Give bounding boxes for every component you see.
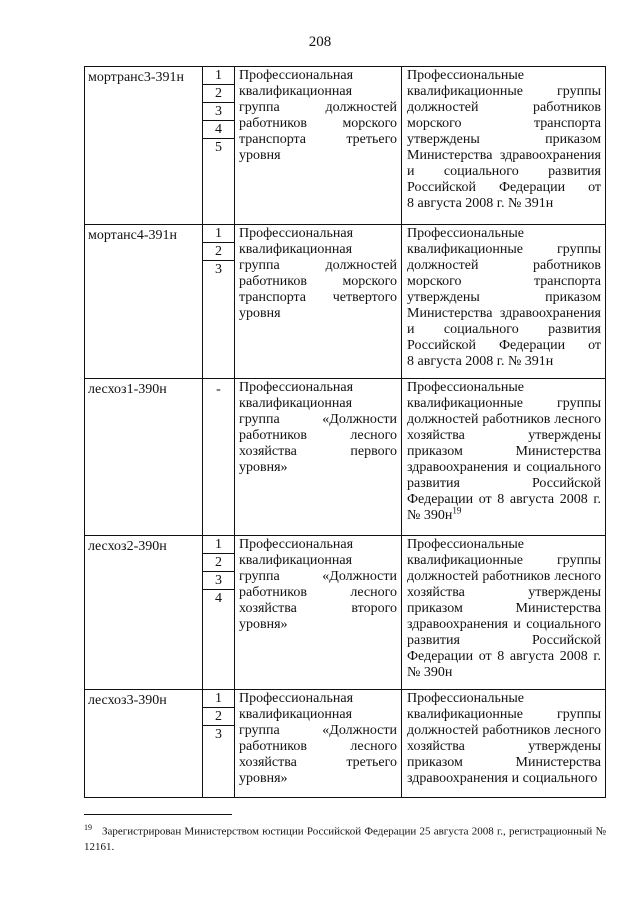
legal-basis-line: морского транспорта <box>407 116 601 131</box>
legal-basis-line: Российской Федерации от <box>407 338 601 353</box>
qualification-level: 4 <box>203 121 234 139</box>
qualification-level: 3 <box>203 572 234 590</box>
footnote-ref: 19 <box>452 505 462 516</box>
legal-basis <box>402 379 606 536</box>
group-name-line: уровня <box>239 306 281 321</box>
legal-basis-line: квалификационные группы <box>407 396 601 411</box>
legal-basis-line: развития Российской <box>407 633 601 648</box>
legal-basis-line: развития Российской <box>407 476 601 491</box>
table-row <box>85 67 606 225</box>
legal-basis <box>402 690 606 798</box>
legal-basis-line: утверждены приказом <box>407 132 601 147</box>
legal-basis-line: приказом Министерства <box>407 444 601 459</box>
legal-basis-line: Министерства здравоохранения <box>407 148 601 163</box>
qualification-level: 4 <box>215 591 222 606</box>
legal-basis-line: квалификационные группы <box>407 242 601 257</box>
qualification-level: 2 <box>203 708 234 726</box>
legal-basis-line: хозяйства утверждены <box>407 428 601 443</box>
qualification-level: 2 <box>203 554 234 572</box>
table-row <box>85 690 606 798</box>
qualification-level: 2 <box>203 85 234 103</box>
legal-basis-line: Профессиональные <box>407 380 524 395</box>
table-row <box>85 379 606 536</box>
group-name-line: уровня» <box>239 617 288 632</box>
group-name <box>235 67 402 225</box>
level-cell <box>203 690 235 798</box>
legal-basis-line: здравоохранения и социального <box>407 771 598 786</box>
group-name-line: уровня» <box>239 460 288 475</box>
group-name-line: хозяйства первого <box>239 444 397 459</box>
legal-basis <box>402 536 606 690</box>
legal-basis-line: Федерации от 8 августа 2008 г. <box>407 492 601 507</box>
legal-basis-line: и социального развития <box>407 164 601 179</box>
group-name-line: транспорта третьего <box>239 132 397 147</box>
group-name-line: уровня» <box>239 771 288 786</box>
legal-basis-line: морского транспорта <box>407 274 601 289</box>
group-name-line: Профессиональная <box>239 226 354 241</box>
legal-basis-line: должностей работников <box>407 258 601 273</box>
legal-basis-line: Профессиональные <box>407 226 524 241</box>
legal-basis-line: приказом Министерства <box>407 601 601 616</box>
legal-basis-line: квалификационные группы <box>407 553 601 568</box>
qualification-level: 1 <box>203 536 234 554</box>
legal-basis-line: квалификационные группы <box>407 707 601 722</box>
legal-basis-line: № 390н <box>407 665 453 680</box>
qualification-level: 1 <box>203 67 234 85</box>
legal-basis-line: хозяйства утверждены <box>407 739 601 754</box>
group-name <box>235 536 402 690</box>
qualification-level: 1 <box>203 690 234 708</box>
group-name-line: работников морского <box>239 274 397 289</box>
level-cell <box>203 67 235 225</box>
qualification-level: 5 <box>215 140 222 155</box>
group-code: лесхоз2-390н <box>85 536 203 690</box>
qualification-level: 2 <box>203 243 234 261</box>
table-row <box>85 536 606 690</box>
qualification-level: 1 <box>203 225 234 243</box>
group-name-line: группа должностей <box>239 258 397 273</box>
group-name-line: Профессиональная <box>239 691 354 706</box>
group-name-line: квалификационная <box>239 84 353 99</box>
group-name-line: транспорта четвертого <box>239 290 397 305</box>
legal-basis-line: и социального развития <box>407 322 601 337</box>
group-name-line: квалификационная <box>239 707 353 722</box>
qualification-level: 3 <box>203 103 234 121</box>
group-name <box>235 225 402 379</box>
legal-basis-line: квалификационные группы <box>407 84 601 99</box>
legal-basis <box>402 225 606 379</box>
footnote <box>84 820 606 855</box>
group-name-line: хозяйства третьего <box>239 755 397 770</box>
group-name-line: квалификационная <box>239 396 353 411</box>
level-cell <box>203 379 235 536</box>
group-name-line: работников лесного <box>239 428 397 443</box>
group-name-line: Профессиональная <box>239 380 354 395</box>
legal-basis-line: Федерации от 8 августа 2008 г. <box>407 649 601 664</box>
legal-basis-line: приказом Министерства <box>407 755 601 770</box>
legal-basis-line: должностей работников лесного <box>407 723 601 738</box>
group-name-line: группа должностей <box>239 100 397 115</box>
qualification-level: 3 <box>215 262 222 277</box>
footnote-number: 19 <box>84 823 92 832</box>
group-name-line: группа «Должности <box>239 723 397 738</box>
qualification-level: - <box>216 382 221 397</box>
legal-basis-line: Российской Федерации от <box>407 180 601 195</box>
level-cell <box>203 536 235 690</box>
group-name-line: Профессиональная <box>239 537 354 552</box>
level-cell <box>203 225 235 379</box>
group-name <box>235 690 402 798</box>
table-row <box>85 225 606 379</box>
legal-basis-line: здравоохранения и социального <box>407 460 601 475</box>
footnote-separator <box>84 814 232 815</box>
group-name-line: работников лесного <box>239 739 397 754</box>
group-name-line: уровня <box>239 148 281 163</box>
legal-basis-line: Министерства здравоохранения <box>407 306 601 321</box>
group-name-line: группа «Должности <box>239 412 397 427</box>
group-name-line: хозяйства второго <box>239 601 397 616</box>
legal-basis-line: Профессиональные <box>407 68 524 83</box>
group-code: лесхоз1-390н <box>85 379 203 536</box>
group-name-line: Профессиональная <box>239 68 354 83</box>
legal-basis-line: № $390н^{19}$ <box>407 505 462 523</box>
group-code: мортанс4-391н <box>85 225 203 379</box>
group-name-line: квалификационная <box>239 553 353 568</box>
legal-basis-line: должностей работников лесного <box>407 569 601 584</box>
qualification-level: 3 <box>215 727 222 742</box>
group-name-line: квалификационная <box>239 242 353 257</box>
group-name-line: группа «Должности <box>239 569 397 584</box>
legal-basis-line: 8 августа 2008 г. № 391н <box>407 196 554 211</box>
legal-basis-line: должностей работников <box>407 100 601 115</box>
group-name <box>235 379 402 536</box>
footnote-text: Зарегистрирован Министерством юстиции Российской Федерации 25 августа 2008 г., регистрационный № 12161. <box>84 825 606 853</box>
qualification-groups-table <box>84 66 606 798</box>
legal-basis-line: хозяйства утверждены <box>407 585 601 600</box>
legal-basis-line: Профессиональные <box>407 691 524 706</box>
legal-basis-line: Профессиональные <box>407 537 524 552</box>
page-number: 208 <box>308 34 332 50</box>
legal-basis-line: здравоохранения и социального <box>407 617 601 632</box>
group-code: лесхоз3-390н <box>85 690 203 798</box>
legal-basis-line: должностей работников лесного <box>407 412 601 427</box>
legal-basis-line: 8 августа 2008 г. № 391н <box>407 354 554 369</box>
legal-basis-line: утверждены приказом <box>407 290 601 305</box>
group-name-line: работников морского <box>239 116 397 131</box>
legal-basis <box>402 67 606 225</box>
group-name-line: работников лесного <box>239 585 397 600</box>
group-code: мортранс3-391н <box>85 67 203 225</box>
